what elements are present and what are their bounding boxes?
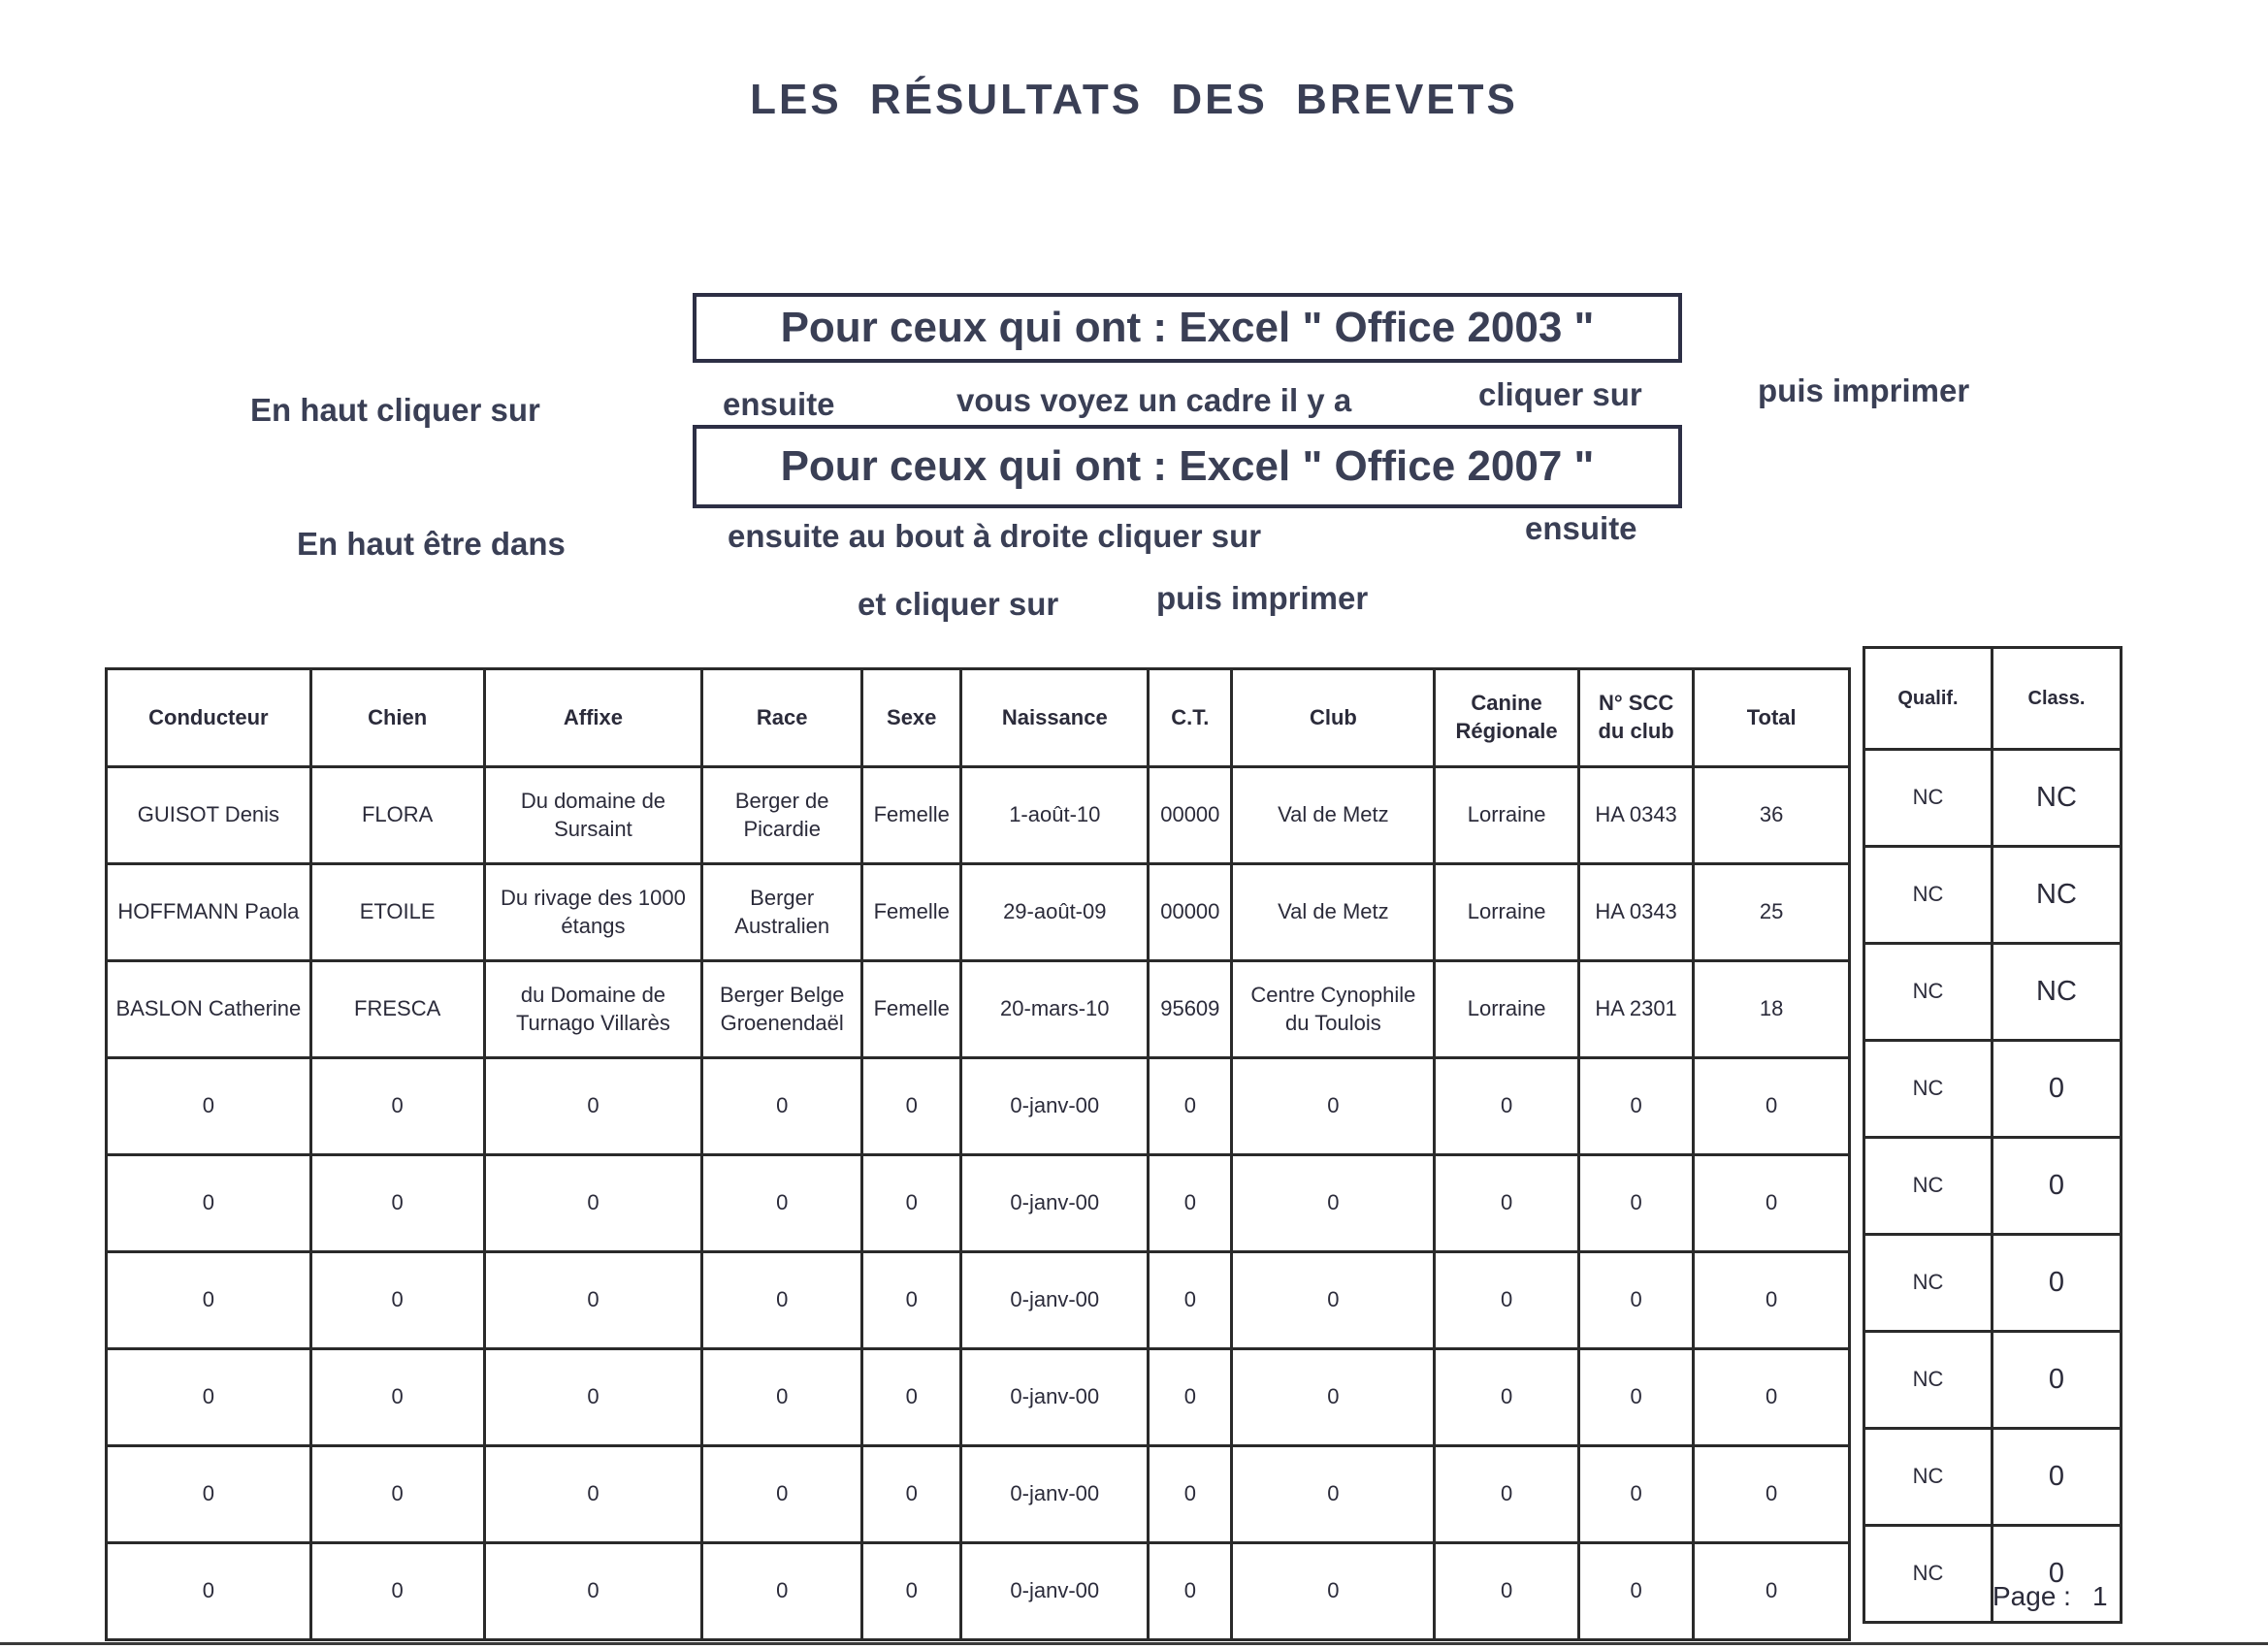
results-header-0: Conducteur xyxy=(107,669,311,767)
results-cell: 0 xyxy=(1149,1349,1232,1446)
results-cell: Du domaine de Sursaint xyxy=(484,767,702,864)
office-2007-step-4: et cliquer sur xyxy=(858,586,1059,622)
results-cell: 0 xyxy=(1232,1252,1435,1349)
results-cell: 0 xyxy=(702,1155,862,1252)
results-row xyxy=(107,1349,1850,1446)
results-cell: 0 xyxy=(1149,1058,1232,1155)
results-row xyxy=(107,1446,1850,1543)
qualification-cell: 0 xyxy=(1993,1235,2122,1332)
results-cell: 0 xyxy=(1232,1446,1435,1543)
qualification-row xyxy=(1864,944,2122,1041)
results-header-9: N° SCC du club xyxy=(1578,669,1693,767)
results-cell: 0 xyxy=(1694,1543,1850,1640)
results-row xyxy=(107,1252,1850,1349)
results-header-10: Total xyxy=(1694,669,1850,767)
results-cell: 0 xyxy=(484,1446,702,1543)
qualification-row xyxy=(1864,1041,2122,1138)
results-cell: 0-janv-00 xyxy=(961,1155,1149,1252)
office-2003-box: Pour ceux qui ont : Excel " Office 2003 " xyxy=(693,293,1682,363)
results-cell: Berger Australien xyxy=(702,864,862,961)
results-cell: 0 xyxy=(1694,1252,1850,1349)
results-cell: 0 xyxy=(1435,1543,1579,1640)
results-cell: 25 xyxy=(1694,864,1850,961)
qualification-cell: 0 xyxy=(1993,1526,2122,1623)
qualification-cell: NC xyxy=(1864,1332,1993,1429)
page-number-value: 1 xyxy=(2091,1581,2108,1611)
results-cell: 0 xyxy=(1435,1058,1579,1155)
qualification-cell: NC xyxy=(1993,944,2122,1041)
results-cell: Berger de Picardie xyxy=(702,767,862,864)
qualification-cell: 0 xyxy=(1993,1429,2122,1526)
results-cell: du Domaine de Turnago Villarès xyxy=(484,961,702,1058)
office-2007-step-2: ensuite au bout à droite cliquer sur xyxy=(728,518,1262,554)
results-cell: 0 xyxy=(1694,1155,1850,1252)
results-cell: 0 xyxy=(310,1349,484,1446)
results-cell: 0 xyxy=(1578,1349,1693,1446)
results-cell: 0 xyxy=(107,1543,311,1640)
page-number xyxy=(1993,1581,2129,1612)
results-cell: 0 xyxy=(107,1252,311,1349)
results-cell: 0-janv-00 xyxy=(961,1543,1149,1640)
results-cell: 00000 xyxy=(1149,864,1232,961)
page-label: Page : xyxy=(1993,1581,2071,1611)
results-cell: 0 xyxy=(702,1349,862,1446)
results-cell: Lorraine xyxy=(1435,864,1579,961)
results-cell: 0 xyxy=(1232,1155,1435,1252)
scan-edge xyxy=(0,1642,2268,1645)
results-cell: 0 xyxy=(310,1252,484,1349)
qualification-row xyxy=(1864,847,2122,944)
results-cell: Val de Metz xyxy=(1232,767,1435,864)
qualification-cell: NC xyxy=(1864,847,1993,944)
results-cell: 0 xyxy=(1694,1058,1850,1155)
results-cell: 0 xyxy=(310,1155,484,1252)
results-cell: 0 xyxy=(107,1155,311,1252)
results-cell: 0 xyxy=(1232,1349,1435,1446)
results-cell: 0 xyxy=(1149,1252,1232,1349)
results-cell: 0 xyxy=(484,1058,702,1155)
results-cell: 20-mars-10 xyxy=(961,961,1149,1058)
results-cell: 29-août-09 xyxy=(961,864,1149,961)
results-row xyxy=(107,767,1850,864)
results-cell: Centre Cynophile du Toulois xyxy=(1232,961,1435,1058)
qualification-cell: NC xyxy=(1864,1235,1993,1332)
qualification-cell: NC xyxy=(1864,1041,1993,1138)
qualification-cell: NC xyxy=(1993,750,2122,847)
results-cell: 0-janv-00 xyxy=(961,1058,1149,1155)
qualification-cell: NC xyxy=(1864,750,1993,847)
results-cell: 0 xyxy=(484,1252,702,1349)
results-cell: 0 xyxy=(1578,1058,1693,1155)
results-cell: 36 xyxy=(1694,767,1850,864)
results-cell: ETOILE xyxy=(310,864,484,961)
office-2007-step-3: ensuite xyxy=(1525,510,1637,546)
results-cell: 0 xyxy=(1435,1349,1579,1446)
results-header-8: Canine Régionale xyxy=(1435,669,1579,767)
results-header-3: Race xyxy=(702,669,862,767)
results-cell: 0-janv-00 xyxy=(961,1349,1149,1446)
results-cell: 0 xyxy=(862,1155,961,1252)
results-cell: 0 xyxy=(310,1446,484,1543)
results-row xyxy=(107,1155,1850,1252)
office-2003-step-2: ensuite xyxy=(723,386,835,422)
office-2003-step-4: cliquer sur xyxy=(1478,376,1642,412)
results-header-5: Naissance xyxy=(961,669,1149,767)
results-cell: 0 xyxy=(1149,1155,1232,1252)
results-cell: 1-août-10 xyxy=(961,767,1149,864)
results-cell: 0 xyxy=(107,1349,311,1446)
qualification-cell: 0 xyxy=(1993,1138,2122,1235)
results-cell: 0 xyxy=(1435,1446,1579,1543)
results-cell: 18 xyxy=(1694,961,1850,1058)
table-header-row xyxy=(107,669,1850,767)
results-cell: Du rivage des 1000 étangs xyxy=(484,864,702,961)
results-cell: 0 xyxy=(1435,1155,1579,1252)
results-cell: 0 xyxy=(702,1543,862,1640)
results-row xyxy=(107,864,1850,961)
results-cell: 0 xyxy=(1232,1543,1435,1640)
results-header-4: Sexe xyxy=(862,669,961,767)
qualification-cell: NC xyxy=(1993,847,2122,944)
results-header-2: Affixe xyxy=(484,669,702,767)
results-cell: Berger Belge Groenendaël xyxy=(702,961,862,1058)
results-cell: HA 0343 xyxy=(1578,864,1693,961)
results-cell: 95609 xyxy=(1149,961,1232,1058)
qualification-header-row xyxy=(1864,648,2122,750)
results-header-7: Club xyxy=(1232,669,1435,767)
qualification-cell: NC xyxy=(1864,1526,1993,1623)
results-cell: 0 xyxy=(1149,1446,1232,1543)
results-cell: 0 xyxy=(1694,1446,1850,1543)
results-cell: 0 xyxy=(702,1252,862,1349)
office-2007-box: Pour ceux qui ont : Excel " Office 2007 " xyxy=(693,425,1682,508)
results-cell: 0-janv-00 xyxy=(961,1252,1149,1349)
results-cell: 0-janv-00 xyxy=(961,1446,1149,1543)
qualification-row xyxy=(1864,1138,2122,1235)
results-cell: 0 xyxy=(702,1446,862,1543)
results-cell: FLORA xyxy=(310,767,484,864)
qualification-header-0: Qualif. xyxy=(1864,648,1993,750)
qualification-header-1: Class. xyxy=(1993,648,2122,750)
results-cell: HA 2301 xyxy=(1578,961,1693,1058)
results-cell: 0 xyxy=(107,1058,311,1155)
qualification-cell: NC xyxy=(1864,944,1993,1041)
results-table xyxy=(105,667,1851,1641)
results-header-1: Chien xyxy=(310,669,484,767)
results-cell: 0 xyxy=(484,1543,702,1640)
results-cell: 0 xyxy=(1578,1252,1693,1349)
qualification-body xyxy=(1864,750,2122,1623)
results-cell: Femelle xyxy=(862,767,961,864)
results-cell: 0 xyxy=(1435,1252,1579,1349)
results-cell: 0 xyxy=(1232,1058,1435,1155)
qualification-cell: 0 xyxy=(1993,1332,2122,1429)
results-cell: Val de Metz xyxy=(1232,864,1435,961)
office-2007-step-1: En haut être dans xyxy=(297,526,566,562)
results-cell: 0 xyxy=(1578,1543,1693,1640)
results-cell: Femelle xyxy=(862,961,961,1058)
results-cell: GUISOT Denis xyxy=(107,767,311,864)
results-cell: Femelle xyxy=(862,864,961,961)
results-cell: 0 xyxy=(310,1543,484,1640)
results-cell: BASLON Catherine xyxy=(107,961,311,1058)
results-cell: 0 xyxy=(702,1058,862,1155)
qualification-cell: 0 xyxy=(1993,1041,2122,1138)
qualification-row xyxy=(1864,1332,2122,1429)
results-cell: 0 xyxy=(862,1543,961,1640)
results-cell: 0 xyxy=(484,1155,702,1252)
office-2007-step-5: puis imprimer xyxy=(1156,580,1369,616)
results-cell: 0 xyxy=(1694,1349,1850,1446)
results-cell: 0 xyxy=(310,1058,484,1155)
office-2003-step-5: puis imprimer xyxy=(1758,372,1970,408)
office-2003-step-3: vous voyez un cadre il y a xyxy=(956,382,1352,418)
qualification-row xyxy=(1864,1235,2122,1332)
table-body xyxy=(107,767,1850,1640)
results-cell: 0 xyxy=(862,1252,961,1349)
results-cell: 0 xyxy=(1149,1543,1232,1640)
qualification-row xyxy=(1864,750,2122,847)
results-cell: Lorraine xyxy=(1435,767,1579,864)
results-cell: 00000 xyxy=(1149,767,1232,864)
qualification-cell: NC xyxy=(1864,1138,1993,1235)
results-row xyxy=(107,961,1850,1058)
results-cell: HOFFMANN Paola xyxy=(107,864,311,961)
office-2003-step-1: En haut cliquer sur xyxy=(250,392,540,428)
results-row xyxy=(107,1058,1850,1155)
page-title: LES RÉSULTATS DES BREVETS xyxy=(750,76,1518,123)
results-cell: HA 0343 xyxy=(1578,767,1693,864)
results-cell: 0 xyxy=(862,1349,961,1446)
results-row xyxy=(107,1543,1850,1640)
results-header-6: C.T. xyxy=(1149,669,1232,767)
results-cell: 0 xyxy=(484,1349,702,1446)
results-cell: 0 xyxy=(107,1446,311,1543)
results-cell: 0 xyxy=(862,1058,961,1155)
results-cell: 0 xyxy=(1578,1446,1693,1543)
results-cell: FRESCA xyxy=(310,961,484,1058)
results-cell: 0 xyxy=(1578,1155,1693,1252)
results-cell: 0 xyxy=(862,1446,961,1543)
qualification-row xyxy=(1864,1429,2122,1526)
qualification-table xyxy=(1863,646,2122,1624)
qualification-cell: NC xyxy=(1864,1429,1993,1526)
results-cell: Lorraine xyxy=(1435,961,1579,1058)
